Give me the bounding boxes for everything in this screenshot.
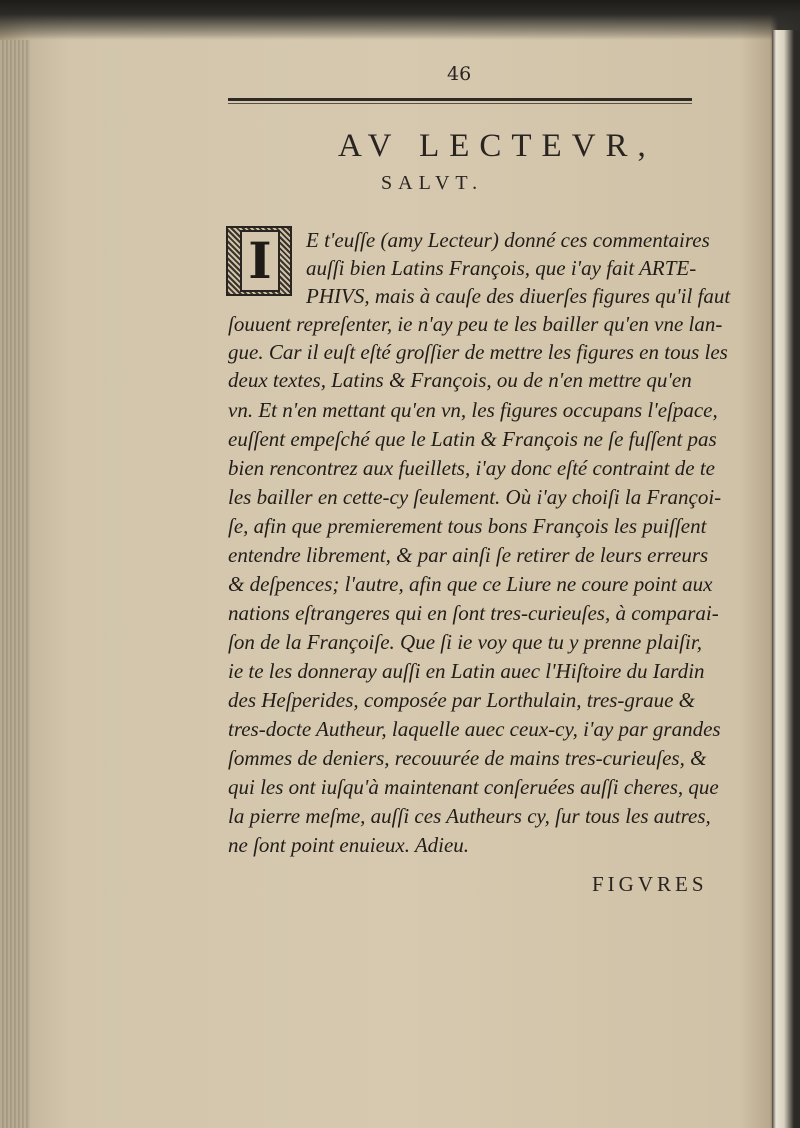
initial-letter: I <box>240 230 280 292</box>
text-line: PHIVS, mais à cauſe des diuerſes figures qu'il faut <box>306 284 731 308</box>
text-line: des Heſperides, composée par Lorthulain, tres-graue & <box>228 688 696 712</box>
text-line: ſommes de deniers, recouurée de mains tres-curieuſes, & <box>228 746 707 770</box>
text-line: gue. Car il euſt eſté groſſier de mettre les figures en tous les <box>228 340 728 364</box>
text-line: E t'euſſe (amy Lecteur) donné ces commentaires <box>306 228 710 252</box>
text-line: euſſent empeſché que le Latin & François ne ſe fuſſent pas <box>228 427 717 451</box>
header-rule-thin <box>228 103 692 104</box>
text-line: qui les ont iuſqu'à maintenant conſeruées auſſi cheres, que <box>228 775 719 799</box>
page-edge-right <box>772 30 800 1128</box>
text-line: les bailler en cette-cy ſeulement. Où i'ay choiſi la Françoi- <box>228 485 722 509</box>
text-line: bien rencontrez aux fueillets, i'ay donc eſté contraint de te <box>228 456 715 480</box>
text-line: ne ſont point enuieux. Adieu. <box>228 833 470 857</box>
top-shadow <box>0 0 800 40</box>
page-edges-left <box>0 40 30 1128</box>
text-line: ſe, afin que premierement tous bons François les puiſſent <box>228 514 707 538</box>
catchword: FIGVRES <box>592 872 708 896</box>
text-line: vn. Et n'en mettant qu'en vn, les figures occupans l'eſpace, <box>228 398 718 422</box>
page-number: 46 <box>447 63 472 85</box>
header-rule <box>228 98 692 101</box>
decorated-initial <box>226 226 292 296</box>
heading: AV LECTEVR, <box>338 128 656 164</box>
text-line: ſon de la Françoiſe. Que ſi ie voy que tu y prenne plaiſir, <box>228 630 702 654</box>
text-line: la pierre meſme, auſſi ces Autheurs cy, ſur tous les autres, <box>228 804 711 828</box>
subheading: SALVT. <box>381 172 484 194</box>
text-line: tres-docte Autheur, laquelle auec ceux-cy, i'ay par grandes <box>228 717 721 741</box>
text-line: deux textes, Latins & François, ou de n'en mettre qu'en <box>228 368 692 392</box>
text-line: ſouuent repreſenter, ie n'ay peu te les bailler qu'en vne lan- <box>228 312 723 336</box>
text-line: ie te les donneray auſſi en Latin auec l'Hiſtoire du Iardin <box>228 659 705 683</box>
text-line: nations eſtrangeres qui en ſont tres-curieuſes, à comparai- <box>228 601 719 625</box>
text-line: entendre librement, & par ainſi ſe retirer de leurs erreurs <box>228 543 709 567</box>
text-line: auſſi bien Latins François, que i'ay fait ARTE- <box>306 256 697 280</box>
text-line: & deſpences; l'autre, afin que ce Liure ne coure point aux <box>228 572 713 596</box>
